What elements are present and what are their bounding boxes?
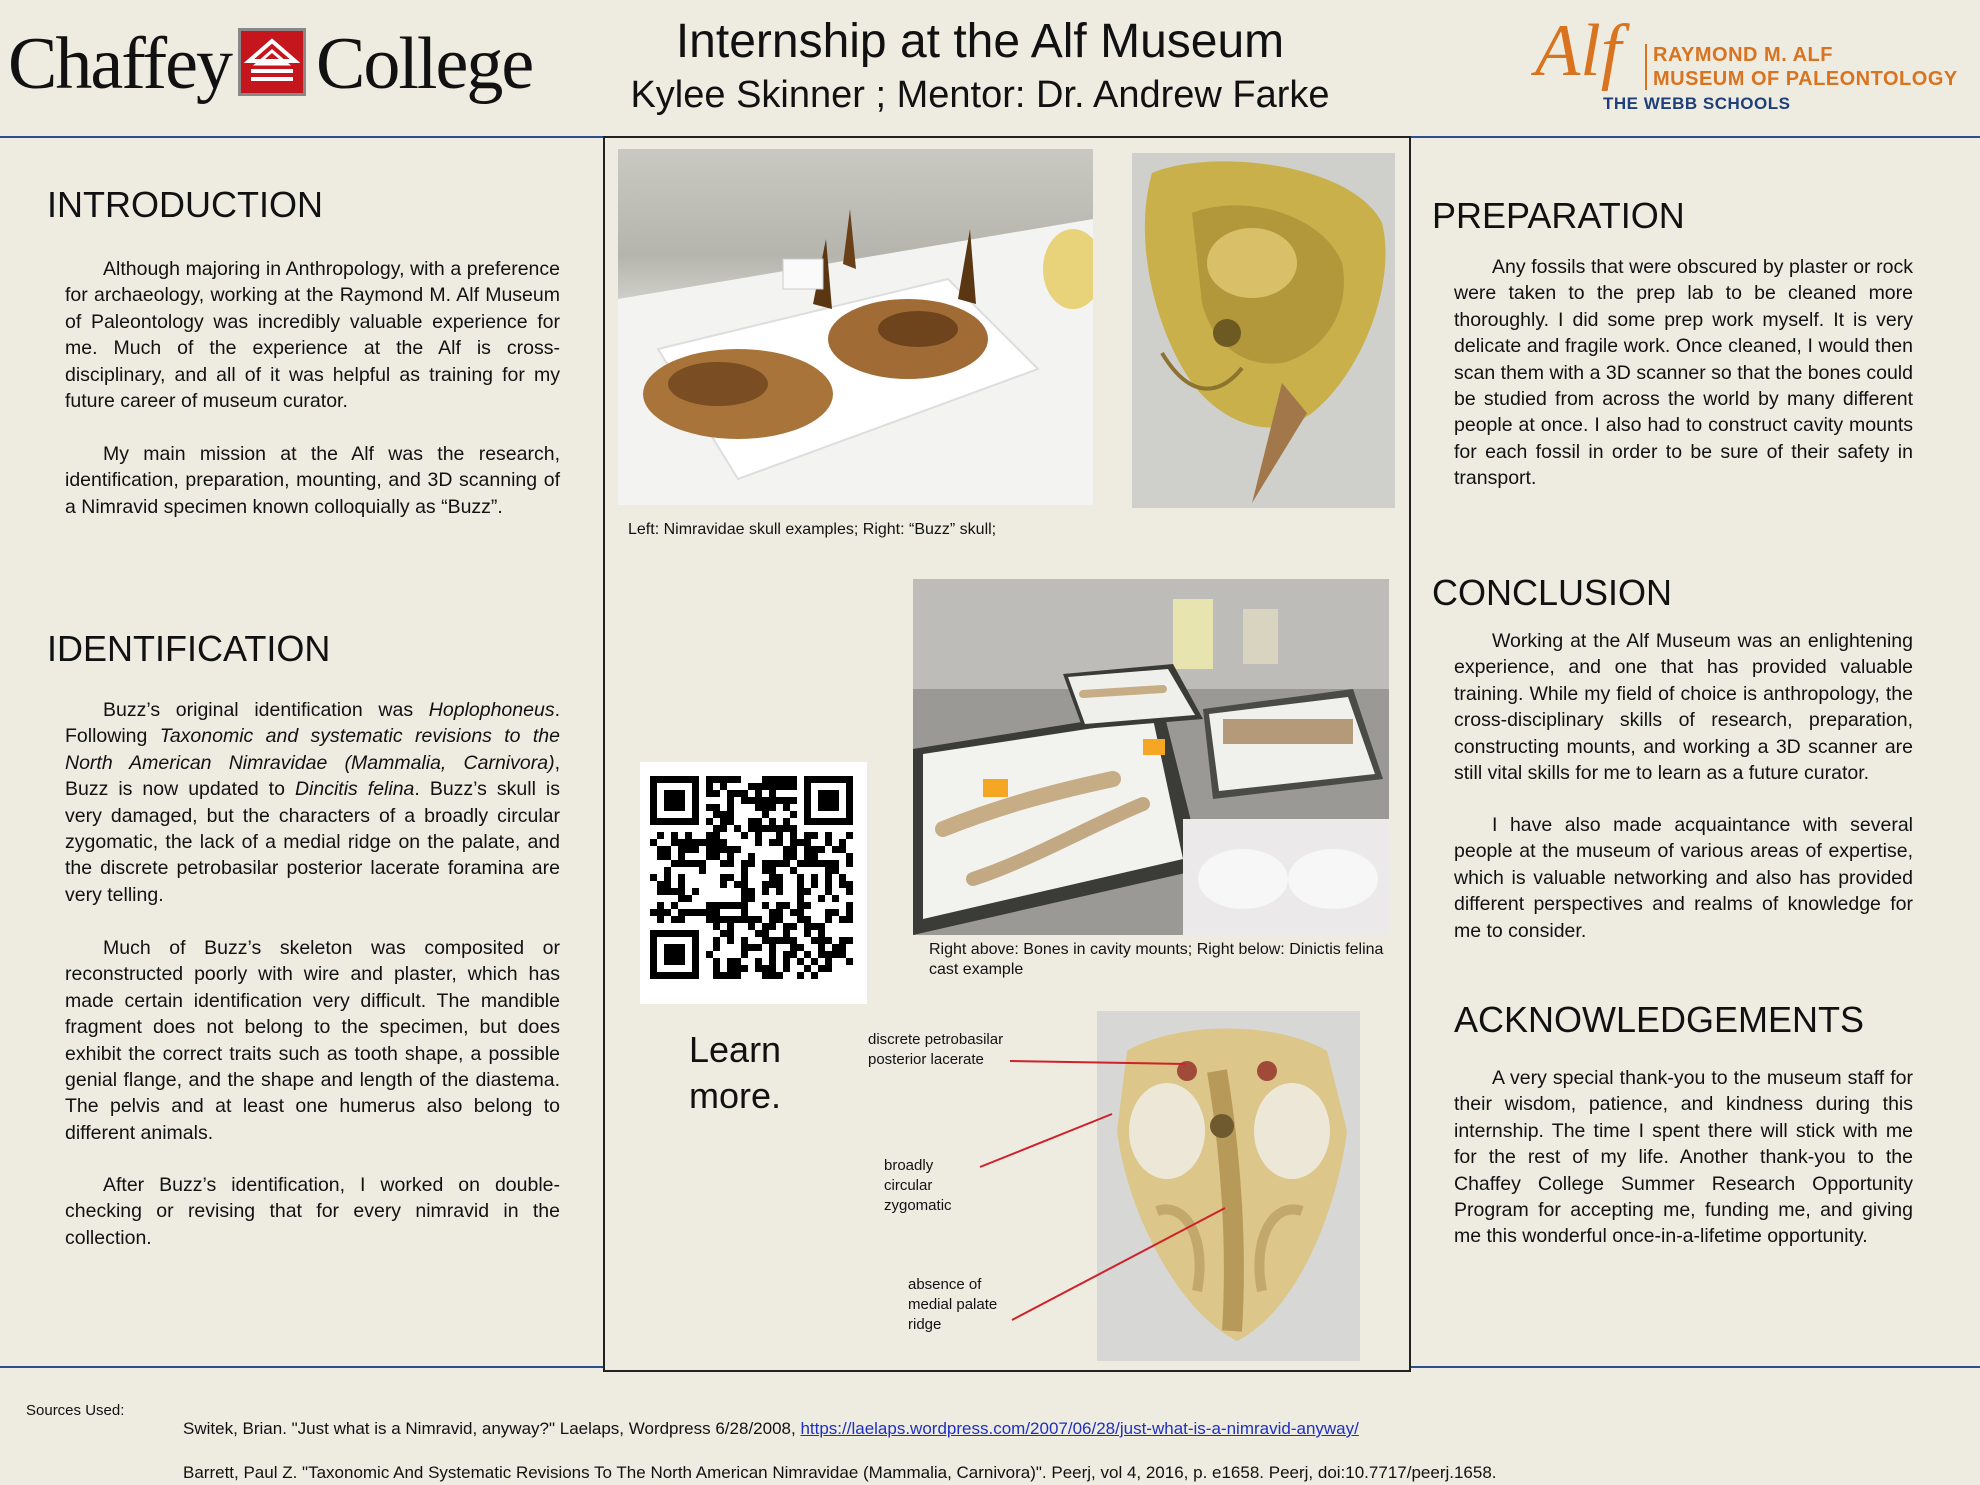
introduction-paragraph-2: My main mission at the Alf was the research, identification, preparation, mounting, and 3D scanning of a Nimravid specimen known colloquially as “Buzz”. [65, 443, 560, 518]
poster-subtitle: Kylee Skinner ; Mentor: Dr. Andrew Farke [630, 74, 1330, 116]
caption-skull-photos: Left: Nimravidae skull examples; Right: “Buzz” skull; [628, 521, 997, 538]
identification-paragraph-1: Buzz’s original identification was Hoplophoneus. Following Taxonomic and systematic revisions to the North American Nimravidae (Mammalia, Carnivora), Buzz is now updated to Dincitis felina. Buzz’s skull is very damaged, but the characters of a broadly circular zygomatic, the lack of a medial ridge on the palate, and the discrete petrobasilar posterior lacerate foramina are very telling. [65, 699, 560, 906]
sources-label: Sources Used: [26, 1402, 125, 1419]
footer-rule-right [1411, 1366, 1980, 1368]
source-1: Switek, Brian. "Just what is a Nimravid, anyway?" Laelaps, Wordpress 6/28/2008, https://laelaps.wordpress.com/2007/06/28/just-what-is-a-nimravid-anyway/ [183, 1419, 1359, 1438]
alf-logo-webb: THE WEBB SCHOOLS [1603, 94, 1791, 113]
poster-title: Internship at the Alf Museum [675, 15, 1285, 68]
acknowledgements-paragraph: A very special thank-you to the museum staff for their wisdom, patience, and kindness during this internship. The time I spent there will stick with me for the rest of my life. Another thank-you to the Chaffey College Summer Research Opportunity Program for accepting me, funding me, and giving me this wonderful once-in-a-lifetime opportunity. [1454, 1067, 1913, 1248]
source-2: Barrett, Paul Z. "Taxonomic And Systematic Revisions To The North American Nimravidae (Mammalia, Carnivora)". Peerj, vol 4, 2016, p. e1658. Peerj, doi:10.7717/peerj.1658. [183, 1463, 1497, 1482]
alf-museum-logo [1535, 10, 1965, 114]
introduction-paragraph-1: Although majoring in Anthropology, with a preference for archaeology, working at the Raymond M. Alf Museum of Paleontology was incredibly valuable experience for me. Much of the experience at the Alf is cross-disciplinary, and all of it was helpful as training for my future career of museum curator. [65, 258, 560, 413]
conclusion-paragraph-1: Working at the Alf Museum was an enlightening experience, and one that has provided valuable training. While my field of choice is anthropology, the cross-disciplinary skills of research, preparation, constructing mounts, and working a 3D scanner are still vital skills for me to learn as a future curator. [1454, 630, 1913, 785]
chaffey-house-icon [238, 28, 306, 96]
alf-logo-mark: Alf [1535, 10, 1622, 92]
logo-word-college: College [316, 23, 533, 105]
photo-bones-cavity-mounts [913, 579, 1389, 935]
introduction-heading: INTRODUCTION [47, 184, 323, 225]
label-zygomatic: broadly circular zygomatic [884, 1157, 952, 1214]
qr-code[interactable] [640, 762, 867, 1004]
photo-dinictis-felina-cast [1097, 1011, 1360, 1361]
photo-buzz-skull [1132, 153, 1395, 508]
identification-paragraph-2: Much of Buzz’s skeleton was composited or reconstructed poorly with wire and plaster, which has made certain identification very difficult. The mandible fragment does not belong to the specimen, but does exhibit the correct traits such as tooth shape, a possible genial flange, and the shape and length of the diastema. The pelvis and at least one humerus also belong to different animals. [65, 937, 560, 1144]
alf-logo-line2: MUSEUM OF PALEONTOLOGY [1653, 68, 1958, 90]
label-medial-ridge: absence of medial palate ridge [908, 1276, 998, 1333]
conclusion-paragraph-2: I have also made acquaintance with several people at the museum of various areas of expertise, which is valuable networking and also has provided different perspectives and realms of knowledge for me to consider. [1454, 814, 1913, 942]
preparation-paragraph: Any fossils that were obscured by plaster or rock were taken to the prep lab to be cleaned more thoroughly. I did some prep work myself. It is very delicate and fragile work. Once cleaned, I would then scan them with a 3D scanner so that the bones could be studied from across the world by many different people at once. I also had to construct cavity mounts for each fossil in order to be sure of their safety in transport. [1454, 256, 1913, 490]
header-rule-left [0, 136, 603, 138]
logo-word-chaffey: Chaffey [8, 23, 231, 105]
source-1-link[interactable]: https://laelaps.wordpress.com/2007/06/28/just-what-is-a-nimravid-anyway/ [800, 1419, 1359, 1438]
photo-nimravidae-skull-examples [618, 149, 1093, 505]
footer-rule-left [0, 1366, 603, 1368]
alf-logo-divider [1645, 44, 1647, 90]
conclusion-heading: CONCLUSION [1432, 572, 1673, 613]
caption-bones-and-cast: Right above: Bones in cavity mounts; Right below: Dinictis felina cast example [929, 941, 1384, 978]
header-rule-right [1411, 136, 1980, 138]
preparation-heading: PREPARATION [1432, 195, 1685, 236]
label-petrobasilar: discrete petrobasilar posterior lacerate [868, 1031, 1004, 1068]
alf-logo-line1: RAYMOND M. ALF [1653, 44, 1833, 66]
acknowledgements-heading: ACKNOWLEDGEMENTS [1454, 999, 1865, 1040]
identification-paragraph-3: After Buzz’s identification, I worked on double-checking or revising that for every nimravid in the collection. [65, 1174, 560, 1249]
identification-heading: IDENTIFICATION [47, 628, 331, 669]
learn-more-text: Learn more. [689, 1029, 782, 1116]
chaffey-college-logo [8, 22, 533, 105]
